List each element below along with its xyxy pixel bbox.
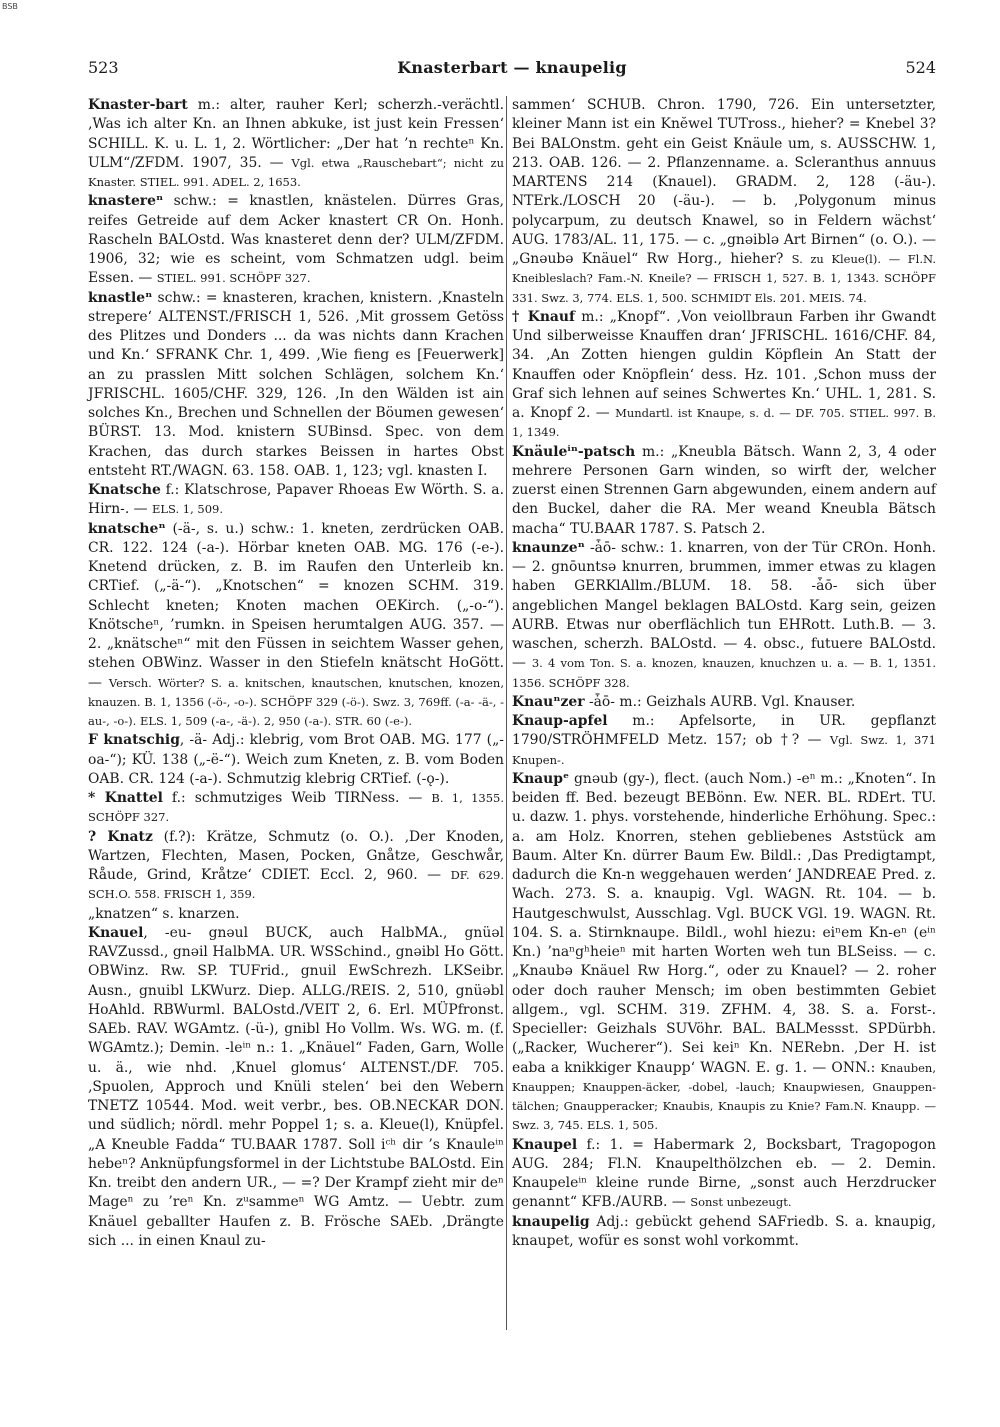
entry-knaupe	[512, 770, 936, 1136]
entry-knastlen	[88, 289, 504, 482]
entry-knattel	[88, 789, 504, 828]
entry-knaupel	[512, 1136, 936, 1213]
entry-references: Sonst unbezeugt.	[690, 1195, 792, 1210]
entry-text: schw.: = knastlen, knästelen. Dürres Gras, reifes Getreide auf dem Acker knastert CR On. Honh. Rascheln BALOstd. Was knasteret denn der? ULM/ZFDM. 1906, 32; wie es scheint, vom Schmatzen udgl. beim Essen. —	[88, 193, 504, 287]
entry-references: Versch. Wörter? S. a. knitschen, knautschen, knutschen, knozen, knauzen. B. 1, 1356 (-ö-, -o-). SCHÖPF 329 (-ö-). Swz. 3, 769ff. (-a- -ä-, -au-, -o-). ELS. 1, 509 (-a-, -ä-). 2, 950 (-a-). STR. 60 (-e-).	[88, 675, 504, 728]
entry-text: , -ä- Adj.: klebrig, vom Brot OAB. MG. 177 („-oa-“); KÜ. 138 („-ë-“). Weich zum Kneten, z. B. vom Boden OAB. CR. 124 (-a-). Schmutzig klebrig CRTief. (-ǫ-).	[88, 732, 504, 787]
entry-knauel-continued	[512, 96, 936, 308]
lemma: Knatsche	[88, 482, 161, 498]
lemma: knastleⁿ	[88, 289, 153, 306]
entry-knasteren	[88, 192, 504, 288]
column-divider	[506, 96, 507, 1330]
right-column	[512, 96, 936, 1251]
entry-text: m.: „Kneubla Bätsch. Wann 2, 3, 4 oder mehrere Personen Garn winden, so wirft der, welcher zuerst einen Strennen Garn abgewunden, einem andern auf den Buckel, daher die RA. Mer weand Kneubla Bätsch macha“ TU.BAAR 1787. S. Patsch 2.	[512, 443, 936, 537]
running-head: Knasterbart — knaupelig	[397, 58, 627, 77]
entry-references: Vgl. etwa „Rauschebart“; nicht zu Knaster. STIEL. 991. ADEL. 2, 1653.	[88, 155, 504, 189]
entry-knaup-apfel	[512, 712, 936, 770]
entry-references: 3. 4 vom Ton. S. a. knozen, knauzen, knuchzen u. a. — B. 1, 1351. 1356. SCHÖPF 328.	[512, 656, 936, 690]
entry-references: Mundartl. ist Knaupe, s. d. — DF. 705. STIEL. 997. B. 1, 1349.	[512, 406, 936, 440]
entry-text: Adj.: gebückt gehend SAFriedb. S. a. knaupig, knaupet, wofür es sonst wohl vorkommt.	[512, 1213, 936, 1249]
page-header	[88, 58, 936, 82]
entry-text: m.: „Knopf“. ‚Von veiollbraun Farben ihr Gwandt Und silberweisse Knauffen dran‘ JFRISCHL. 1616/CHF. 84, 34. ‚An Zotten hiengen guldin Köpflein An Statt der Knauffen oder Knöpflein‘ dess. Hz. 101. ‚Schon muss der Graf sich lehnen auf seines Schwertes Kn.‘ UHL. 1, 281. S. a. Knopf 2. —	[512, 308, 936, 421]
entry-text: m.: alter, rauher Kerl; scherzh.-verächtl. ‚Was ich alter Kn. an Ihnen abkuke, ist just kein Fressen‘ SCHILL. K. u. L. 1, 2. Wörtlicher: „Der hat ’n rechteⁿ Kn. ULM“/ZFDM. 1907, 35. —	[88, 97, 504, 171]
entry-knatschig	[88, 731, 504, 789]
entry-knauel	[88, 924, 504, 1251]
entry-text: sammen‘ SCHUB. Chron. 1790, 726. Ein untersetzter, kleiner Mann ist ein Knĕwel TUTross., hieher? = Knebel 3? Bei BALOnstm. geht ein Geist Knäule um, s. AUSSCHW. 1, 213. OAB. 126. — 2. Pflanzenname. a. Scleranthus annuus MARTENS 214 (Knauel). GRADM. 2, 128 (-äu-). NTErk./LOSCH 20 (-äu-). — b. ‚Polygonum minus polycarpum, zu deutsch Knawel, so in Feldern wächst‘ AUG. 1783/AL. 11, 175. — c. „gnəiblə Art Birnen“ (o. O.). — „Gnəubə Knäuel“ Rw Horg., hieher?	[512, 97, 936, 267]
page-number-right: 524	[905, 58, 936, 77]
entry-knatsche-noun	[88, 481, 504, 520]
entry-references: DF. 629. SCH.O. 558. FRISCH 1, 359.	[88, 868, 504, 902]
entry-text: schw.: = knasteren, krachen, knistern. ‚Knasteln strepere‘ ALTENST./FRISCH 1, 526. ‚Mit grossem Getöss des Plitzes und Donders ... da was nichts dann Krachen und Kn.‘ SFRANK Chr. 1, 499. ‚Wie fieng es [Feuerwerk] an zu prasslen Mitt solchen Schlägen, solchem Kn.‘ JFRISCHL. 1605/CHF. 329, 126. ‚In den Wälden ist ain solches Kn., Brechen und Schnellen der Böumen gewesen‘ BÜRST. 13. Mod. knistern SUBinsd. Spec. von dem Krachen, das durch starkes Beissen in hartes Obst entsteht RT./WAGN. 63. 158. OAB. 1, 123; vgl. knasten I.	[88, 289, 504, 479]
entry-references: Knauben, Knauppen; Knauppen-äcker, -dobel, -lauch; Knaupwiesen, Gnauppen-tälchen; Gnaupperacker; Knaubis, Knaupis zu Knie? Fam.N. Knaupp. — Swz. 3, 745. ELS. 1, 505.	[512, 1060, 936, 1133]
entry-text: f.: 1. = Habermark 2, Bocksbart, Tragopogon AUG. 284; Fl.N. Knaupelthölzchen eb. — 2. Demin. Knaupeleⁱⁿ kleine runde Birne, „sonst auch Herzdrucker genannt“ KFB./AURB. —	[512, 1136, 936, 1211]
left-column	[88, 96, 504, 1251]
entry-knaunzer	[512, 693, 936, 712]
entry-text: f.: Klatschrose, Papaver Rhoeas Ew Wörth. S. a. Hirn-. —	[88, 482, 504, 518]
entry-references: B. 1, 1355. SCHÖPF 327.	[88, 791, 504, 825]
entry-text: (-ä-, s. u.) schw.: 1. kneten, zerdrücken OAB. CR. 122. 124 (-a-). Hörbar kneten OAB. MG. 176 (-e-). Knetend drücken, z. B. im Raufen den Unterleib kn. CRTief. („-ä-“). „Knotschen“ = knozen SCHM. 319. Schlecht kneten; Knoten machen OEKirch. („-o-“). Knötscheⁿ, ’rumkn. in Speisen herumtalgen AUG. 357. — 2. „knätscheⁿ“ mit den Füssen in seichtem Wasser gehen, stehen OBWinz. Wasser in den Stiefeln knätscht HoGött. —	[88, 520, 504, 691]
library-stamp: BSB	[2, 2, 18, 11]
entry-text: -ǡō- schw.: 1. knarren, von der Tür CROn. Honh. — 2. gnōuntsə knurren, brummen, immer etwas zu klagen haben GERKlAllm./BLUM. 18. 58. -ǡō- sich über angeblichen Mangel beklagen BALOstd. Karg sein, geizen AURB. Etwas nur oberflächlich tun EHRott. Luth.B. — 3. waschen, scherzh. BALOstd. — 4. obsc., futuere BALOstd. —	[512, 539, 936, 672]
lemma: F knatschig	[88, 732, 180, 749]
entry-text: gnəub (gy-), flect. (auch Nom.) -eⁿ m.: „Knoten“. In beiden ff. Bed. bezeugt BEBönn. Ew. NER. BL. RDErt. TU. u. dazw. 1. phys. vorstehende, hinderliche Erhöhung. Spec.: a. am Holz. Knorren, stehen gebliebenes Aststück am Baum. Alter Kn. dürrer Baum Ew. Bildl.: ‚Das Predigtampt, dadurch die Kn-n weggehauen werden‘ JANDREAE Pred. z. Wach. 273. S. a. knaupig. Vgl. WAGN. Rt. 104. — b. Hautgeschwulst, Ausschlag. Vgl. BUCK VGl. 19. WAGN. Rt. 104. S. a. Stirnknaupe. Bildl., wohl hiezu: eiⁿem Kn-eⁿ (eⁱⁿ Kn.) ’naⁿgʰheieⁿ mit harten Worten weh tun BLSeiss. — c. „Knaubə Knäuel Rw Horg.“, oder zu Knauel? — 2. roher oder doch rauher Mensch; im oben bestimmten Gebiet allgem., vgl. SCHM. 319. ZFHM. 4, 38. S. a. Forst-. Specieller: Geizhals SUVöhr. BAL. BALMessst. SPDürbh. („Racker, Wucherer“). Sei keiⁿ Kn. NERebn. ‚Der H. ist eaba a knikkiger Knaupp‘ WAGN. E. g. 1. — ONN.:	[512, 770, 936, 1076]
lemma: Knaupel	[512, 1136, 578, 1153]
lemma: Knauel	[88, 924, 144, 941]
lemma: Knaster-bart	[88, 97, 188, 113]
entry-references: ELS. 1, 509.	[151, 502, 224, 517]
lemma: knatscheⁿ	[88, 520, 166, 537]
entry-text: -ǡō- m.: Geizhals AURB. Vgl. Knauser.	[584, 693, 856, 710]
lemma: ? Knatz	[88, 828, 153, 845]
entry-references: STIEL. 991. SCHÖPF 327.	[156, 271, 311, 286]
lemma: † Knauf	[512, 308, 575, 325]
lemma: Knaupᵉ	[512, 770, 570, 787]
lemma: Knäuleⁱⁿ-patsch	[512, 443, 636, 460]
entry-knauf	[512, 308, 936, 443]
entry-knaupelig	[512, 1213, 936, 1252]
entry-knatz	[88, 828, 504, 905]
entry-knaeulein-patsch	[512, 443, 936, 539]
lemma: * Knattel	[88, 790, 163, 806]
entry-text: (f.?): Krätze, Schmutz (o. O.). ‚Der Knoden, Wartzen, Flechten, Masen, Pocken, Gnåtze, Geschwår, Råude, Grind, Kråtze‘ CDIET. Eccl. 2, 960. —	[88, 828, 505, 883]
lemma: Knaup-apfel	[512, 713, 608, 729]
entry-text: , -eu- gnəul BUCK, auch HalbMA., gnüəl RAVZussd., gnəil HalbMA. UR. WSSchind., gnəibl Ho Gött. OBWinz. Rw. SP. TUFrid., gnuil EwSchrezh. LKSeibr. Ausn., gnuibl LKWurz. Diep. ALLG./REIS. 2, 510, gnüəbl HoAhld. RBWurml. BALOstd./VEIT 2, 6. Erl. MÜPfronst. SAEb. RAV. WGAmtz. (-ü-), gnibl Ho Vollm. Ws. WG. m. (f. WGAmtz.); Demin. -leⁱⁿ n.: 1. „Knäuel“ Faden, Garn, Wolle u. ä., wie nhd. ‚Knuel glomus‘ ALTENST./DF. 705. ‚Spuolen, Approch und Knüli stelen‘ bei den Webern TNETZ 10544. Mod. weit verbr., bes. OB.NECKAR DON. und südlich; nördl. mehr Poppel 1; s. a. Kleue(l), Knüpfel. „A Kneuble Fadda“ TU.BAAR 1787. Soll iᶜʰ dir ’s Knauleⁱⁿ hebeⁿ? Anknüpfungsformel in der Lichtstube BALOstd. Ein Kn. treibt den andern UR., — =? Der Krampf zieht mir deⁿ Mageⁿ zu ’reⁿ Kn. zᵘsammeⁿ WG Amtz. — Uebtr. zum Knäuel geballter Haufen z. B. Frösche SAEb. ‚Drängte sich ... in einen Knaul zu-	[88, 924, 504, 1249]
lemma: Knauⁿzer	[512, 693, 585, 710]
page-number-left: 523	[88, 58, 119, 77]
entry-knasterbart	[88, 96, 504, 192]
lemma: knastereⁿ	[88, 193, 164, 210]
lemma: knaupelig	[512, 1213, 590, 1230]
entry-text: „knatzen“ s. knarzen.	[88, 905, 240, 922]
lemma: knaunzeⁿ	[512, 539, 585, 556]
entry-references: S. zu Kleue(l). — Fl.N. Kneibleslach? Fam.-N. Kneile? — FRISCH 1, 527. B. 1, 1343. SCHÖPF 331. Swz. 3, 774. ELS. 1, 500. SCHMIDT Els. 201. MEIS. 74.	[512, 252, 936, 305]
entry-knaunzen	[512, 539, 936, 693]
entry-references: Vgl. Swz. 1, 371 Knupen-.	[512, 733, 937, 767]
entry-knatzen	[88, 905, 504, 924]
entry-text: f.: schmutziges Weib TIRNess. —	[162, 790, 432, 806]
entry-text: m.: Apfelsorte, in UR. gepflanzt 1790/STRÖHMFELD Metz. 157; ob †? —	[512, 713, 936, 749]
entry-knatschen	[88, 520, 504, 732]
